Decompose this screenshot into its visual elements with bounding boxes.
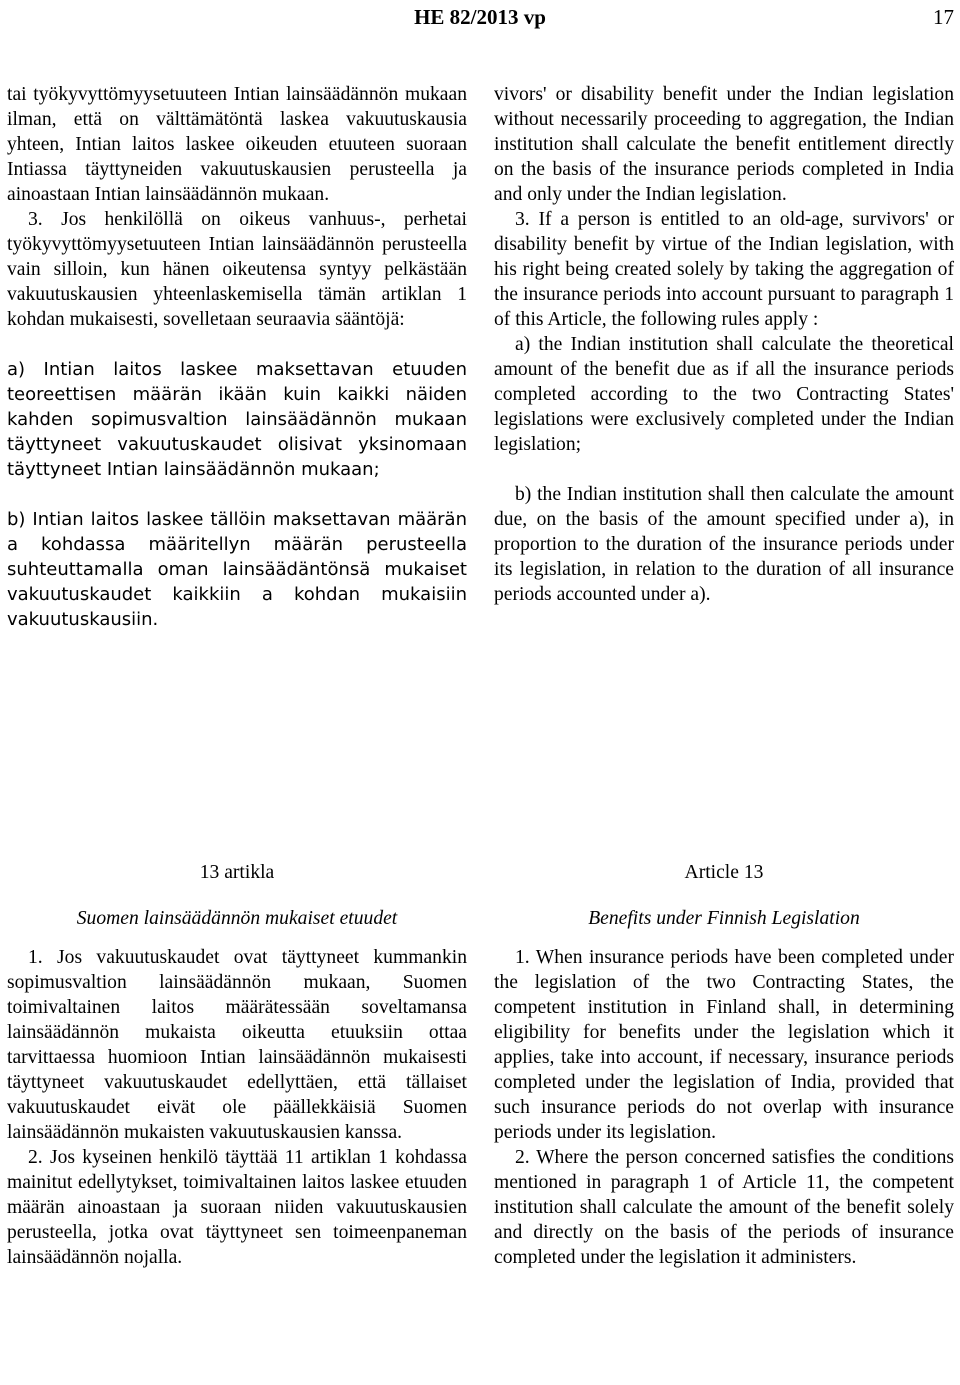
left-column-bottom (7, 860, 467, 1270)
paragraph: 3. If a person is entitled to an old-age, survivors' or disability benefit by virtue of the Indian legislation, with his right being created solely by taking the aggregation of the insurance periods into account pursuant to paragraph 1 of this Article, the following rules apply : (494, 209, 954, 330)
paragraph: tai työkyvyttömyysetuuteen Intian lainsäädännön mukaan ilman, että on välttämätöntä laskea vakuutuskausia yhteen, Intian laitos laskee oikeuden etuuteen suoraan Intiassa täyttyneiden vakuutuskausien perusteella ja ainoastaan Intian lainsäädännön mukaan. (7, 84, 467, 205)
article-heading: Suomen lainsäädännön mukaiset etuudet (76, 908, 398, 929)
right-column-top (494, 82, 954, 607)
document-title: HE 82/2013 vp (414, 5, 546, 29)
paragraph: 2. Jos kyseinen henkilö täyttää 11 artiklan 1 kohdassa mainitut edellytykset, toimivaltainen laitos laskee etuuden määrän ainoastaan ja suoraan niiden vakuutuskausien perusteella, jotka ovat täyttyneet sen toimeenpaneman lainsäädännön nojalla. (7, 1147, 467, 1268)
left-column-top (7, 82, 467, 632)
paragraph: a) Intian laitos laskee maksettavan etuuden teoreettisen määrän ikään kuin kaikki näiden kahden sopimusvaltion lainsäädännön mukaan täyttyneet vakuutuskaudet olisivat yksinomaan täyttyneet Intian lainsäädännön mukaan; (7, 359, 467, 480)
paragraph: 1. When insurance periods have been completed under the legislation of the two Contracting States, the competent institution in Finland shall, in determining eligibility for benefits under the legislation which it applies, take into account, if necessary, insurance periods completed under the legislation of India, provided that such insurance periods do not overlap with insurance periods under its legislation. (494, 947, 954, 1143)
article-heading: Benefits under Finnish Legislation (588, 908, 860, 929)
paragraph: a) the Indian institution shall calculate the theoretical amount of the benefit due as if all the insurance periods completed according to the two Contracting States' legislations were exclusively completed under the Indian legislation; (494, 334, 954, 455)
article-number: Article 13 (684, 862, 764, 883)
page-header (0, 4, 960, 34)
page-number: 17 (933, 5, 954, 29)
paragraph: 1. Jos vakuutuskaudet ovat täyttyneet kummankin sopimusvaltion lainsäädännön mukaan, Suomen toimivaltainen laitos määrätessään soveltamansa lainsäädännön mukaista oikeutta etuuksiin ottaa tarvittaessa huomioon Intian lainsäädännön mukaisesti täyttyneet vakuutuskaudet edellyttäen, että tällaiset vakuutuskaudet eivät ole päällekkäisiä Suomen lainsäädännön mukaisten vakuutuskausien kanssa. (7, 947, 467, 1143)
paragraph: b) Intian laitos laskee tällöin maksettavan määrän a kohdassa määritellyn määrän perusteella suhteuttamalla oman lainsäädäntönsä mukaiset vakuutuskaudet kaikkiin a kohdan mukaisiin vakuutuskausiin. (7, 509, 467, 630)
right-column-bottom (494, 860, 954, 1270)
paragraph: 2. Where the person concerned satisfies the conditions mentioned in paragraph 1 of Article 11, the competent institution shall calculate the amount of the benefit solely and directly on the basis of the periods of insurance completed under the legislation it administers. (494, 1147, 954, 1268)
paragraph: b) the Indian institution shall then calculate the amount due, on the basis of the amount specified under a), in proportion to the duration of the insurance periods under its legislation, in relation to the duration of all insurance periods accounted under a). (494, 484, 954, 605)
article-number: 13 artikla (199, 862, 275, 883)
paragraph: vivors' or disability benefit under the Indian legislation without necessarily proceeding to aggregation, the Indian institution shall calculate the benefit entitlement directly on the basis of the insurance periods completed in India and only under the Indian legislation. (494, 84, 954, 205)
paragraph: 3. Jos henkilöllä on oikeus vanhuus-, perhetai työkyvyttömyysetuuteen Intian lainsäädännön perusteella vain silloin, kun hänen oikeutensa syntyy pelkästään vakuutuskausien yhteenlaskemisella tämän artiklan 1 kohdan mukaisesti, sovelletaan seuraavia sääntöjä: (7, 209, 467, 330)
